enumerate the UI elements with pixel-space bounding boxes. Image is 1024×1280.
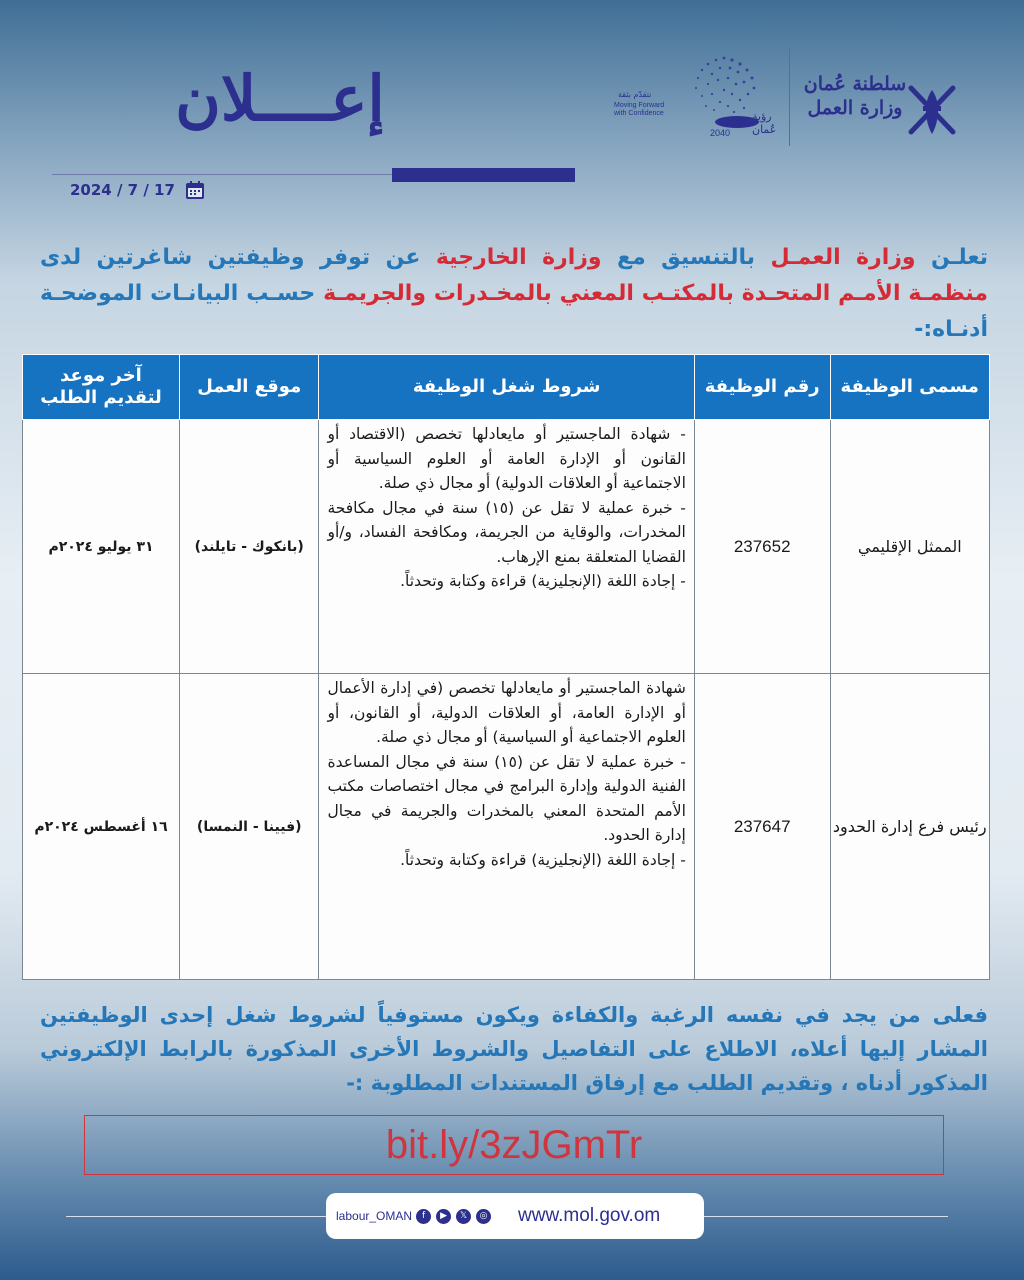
job-title-cell: الممثل الإقليمي [830, 420, 990, 674]
title-underline [52, 174, 392, 175]
jobs-table [22, 354, 990, 980]
date-row [70, 180, 205, 200]
social-handle: labour_OMAN [336, 1209, 413, 1223]
title-accent-bar [392, 168, 575, 182]
table-header-row [23, 355, 990, 420]
header-job-number: رقم الوظيفة [694, 355, 830, 420]
header-conditions: شروط شغل الوظيفة [319, 355, 694, 420]
header-location: موقع العمل [180, 355, 319, 420]
header-deadline: آخر موعد لتقديم الطلب [23, 355, 180, 420]
ministry-line-2: وزارة العمل [807, 97, 903, 119]
ministry-of-foreign-affairs-text: وزارة الخارجية [435, 245, 602, 270]
vision-year: 2040 [710, 128, 731, 138]
x-icon[interactable]: 𝕏 [456, 1209, 471, 1224]
calendar-icon [185, 180, 205, 200]
job-title-cell: رئيس فرع إدارة الحدود [830, 674, 990, 980]
vision-tagline-ar: نتقدّم بثقة [618, 90, 652, 99]
footer-contact-bar [326, 1193, 704, 1239]
announcement-date: 2024 / 7 / 17 [70, 181, 175, 199]
ministry-line-1: سلطنة عُمان [803, 73, 907, 95]
table-row [23, 420, 990, 674]
job-conditions-cell: شهادة الماجستير أو مايعادلها تخصص (في إدارة الأعمال أو الإدارة العامة، أو العلاقات الدولية، أو القانون، أو العلوم الاجتماعية أو السياسية) أو مجال ذي صلة. - خبرة عملية لا تقل عن (١٥) سنة في مجال المساعدة الفنية الدولية وإدارة البرامج في مجال اختصاصات مكتب الأمم المتحدة المعني بالمخدرات والجريمة في مجال إدارة الحدود. - إجادة اللغة (الإنجليزية) قراءة وكتابة وتحدثاً. [319, 674, 694, 980]
ministry-of-labour-text: وزارة العمـل [770, 245, 916, 270]
job-number-cell: 237647 [694, 674, 830, 980]
vision-tagline-en: Moving Forward with Confidence [614, 102, 665, 117]
job-location-cell: (فيينا - النمسا) [180, 674, 319, 980]
page-title: إعــــلان [175, 62, 385, 135]
table-row [23, 674, 990, 980]
website-link[interactable]: www.mol.gov.om [518, 1205, 661, 1226]
youtube-icon[interactable]: ▶ [436, 1209, 451, 1224]
oman-vision-2040-logo [612, 50, 782, 145]
application-link[interactable]: bit.ly/3zJGmTr [84, 1115, 944, 1175]
job-number-cell: 237652 [694, 420, 830, 674]
job-deadline-cell: ٣١ يوليو ٢٠٢٤م [23, 420, 180, 674]
job-conditions-cell: - شهادة الماجستير أو مايعادلها تخصص (الاقتصاد أو القانون أو الإدارة العامة أو العلوم السياسية أو الاجتماعية أو العلاقات الدولية) أو مجال ذي صلة. - خبرة عملية لا تقل عن (١٥) سنة في مجال مكافحة المخدرات، والوقاية من الجريمة، ومكافحة الفساد، و/أو القضايا المتعلقة بمنع الإرهاب. - إجادة اللغة (الإنجليزية) قراءة وكتابة وتحدثاً. [319, 420, 694, 674]
intro-paragraph: تعلـن وزارة العمـل بالتنسيق مع وزارة الخارجية عن توفر وظيفتين شاغرتين لدى منظمـة الأمـم المتحـدة بالمكتـب المعني بالمخـدرات والجريمـة حسـب البيانـات الموضحـة أدنـاه:- [40, 245, 988, 342]
oman-emblem-icon [905, 80, 960, 140]
instagram-icon[interactable]: ◎ [476, 1209, 491, 1224]
vision-name-ar: رؤية عُمان [752, 110, 777, 136]
facebook-icon[interactable]: f [416, 1209, 431, 1224]
job-location-cell: (بانكوك - تايلند) [180, 420, 319, 674]
unodc-text: منظمـة الأمـم المتحـدة بالمكتـب المعني بالمخـدرات والجريمـة [323, 281, 988, 306]
logo-divider [789, 48, 790, 146]
ministry-logo-text [800, 72, 910, 120]
header-job-title: مسمى الوظيفة [830, 355, 990, 420]
job-deadline-cell: ١٦ أغسطس ٢٠٢٤م [23, 674, 180, 980]
outro-paragraph: فعلى من يجد في نفسه الرغبة والكفاءة ويكون مستوفياً لشروط شغل إحدى الوظيفتين المشار إليها أعلاه، الاطلاع على التفاصيل والشروط الأخرى المذكورة بالرابط الإلكتروني المذكور أدناه ، وتقديم الطلب مع إرفاق المستندات المطلوبة :- [40, 1003, 988, 1095]
